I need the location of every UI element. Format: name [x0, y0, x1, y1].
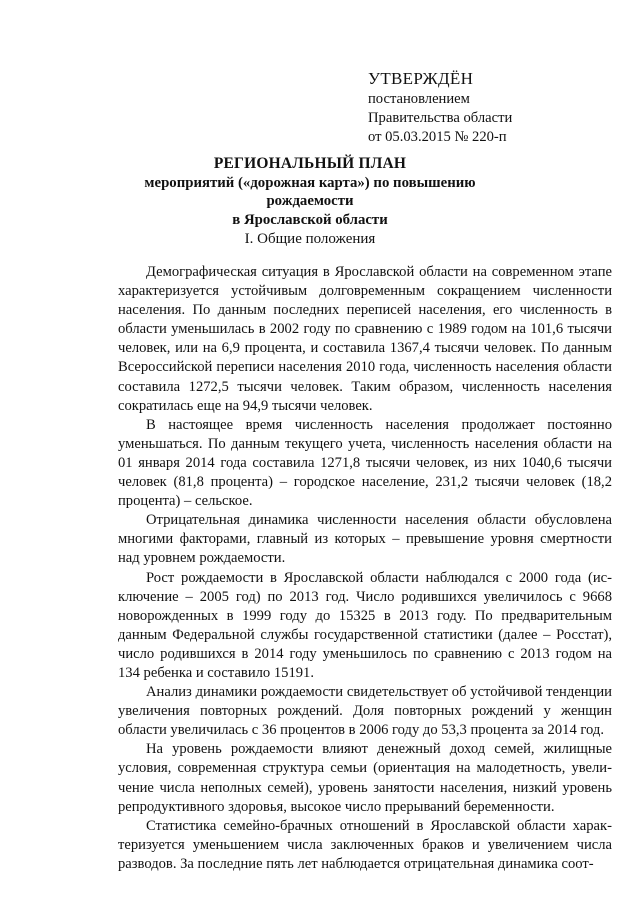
paragraph: Рост рождаемости в Ярославской области наблюдался с 2000 года (исключение – 2005 год) по 2013 год. Число родившихся увеличилось с 9668 новорожденных в 1999 году до 15325 в 2013 году. По предварительным данным Федеральной службы государственной статистики (далее – Росстат), число родившихся в 2014 году уменьшилось по сравнению с 2013 годом на 134 ребенка и составило 15191.	[118, 569, 612, 681]
paragraph: Демографическая ситуация в Ярославской области на современном этапе характеризуется устойчивым долговременным сокращением численности населения. По данным последних переписей населения, его численность в области уменьшилась в 2002 году по сравнению с 1989 годом на 101,6 тысячи человек, или на 6,9 процента, и составила 1367,4 тысячи человек. По данным Всероссийской переписи населения 2010 года, численность населения области составила 1272,5 тысячи человек. Таким образом, численность населения сократилась еще на 94,9 тысячи человек.	[118, 264, 612, 414]
paragraph: На уровень рождаемости влияют денежный доход семей, жилищные условия, современная структура семьи (ориентация на малодетность, увеличение числа неполных семей), уровень занятости населения, низкий уровень репродуктивного здоровья, высокое число прерываний беременности.	[118, 741, 612, 815]
approval-line-government: Правительства области	[368, 110, 513, 126]
document-title-main: РЕГИОНАЛЬНЫЙ ПЛАН	[213, 155, 407, 172]
document-title	[110, 155, 510, 229]
document-body	[118, 263, 612, 874]
document-title-region: в Ярославской области	[232, 211, 388, 228]
approval-stamp	[368, 68, 628, 147]
approval-line-resolution: постановлением	[368, 91, 470, 107]
paragraph: В настоящее время численность населения продолжает постоянно уменьшаться. По данным текущего учета, численность населения области на 01 января 2014 года составила 1271,8 тысячи человек, из них 1040,6 тысячи человек (81,8 процента) – городское население, 231,2 тысячи человек (18,2 процента) – сельское.	[118, 416, 612, 510]
approval-heading: УТВЕРЖДЁН	[368, 69, 474, 88]
paragraph: Отрицательная динамика численности населения области обусловлена многими факторами, главный из которых – превышение уровня смертности над уровнем рождаемости.	[118, 512, 612, 567]
document-title-subtitle: мероприятий («дорожная карта») по повышению рождаемости	[144, 174, 476, 209]
approval-line-date: от 05.03.2015 № 220-п	[368, 129, 507, 145]
paragraph: Анализ динамики рождаемости свидетельствует об устойчивой тенденции увеличения повторных рождений. Доля повторных рождений у женщин области увеличилась с 36 процентов в 2006 году до 53,3 процента за 2014 год.	[118, 684, 612, 739]
section-heading: I. Общие положения	[244, 231, 376, 247]
paragraph: Статистика семейно-брачных отношений в Ярославской области характеризуется уменьшением числа заключенных браков и увеличением числа разводов. За последние пять лет наблюдается отрицательная динамика соот-	[118, 817, 612, 872]
